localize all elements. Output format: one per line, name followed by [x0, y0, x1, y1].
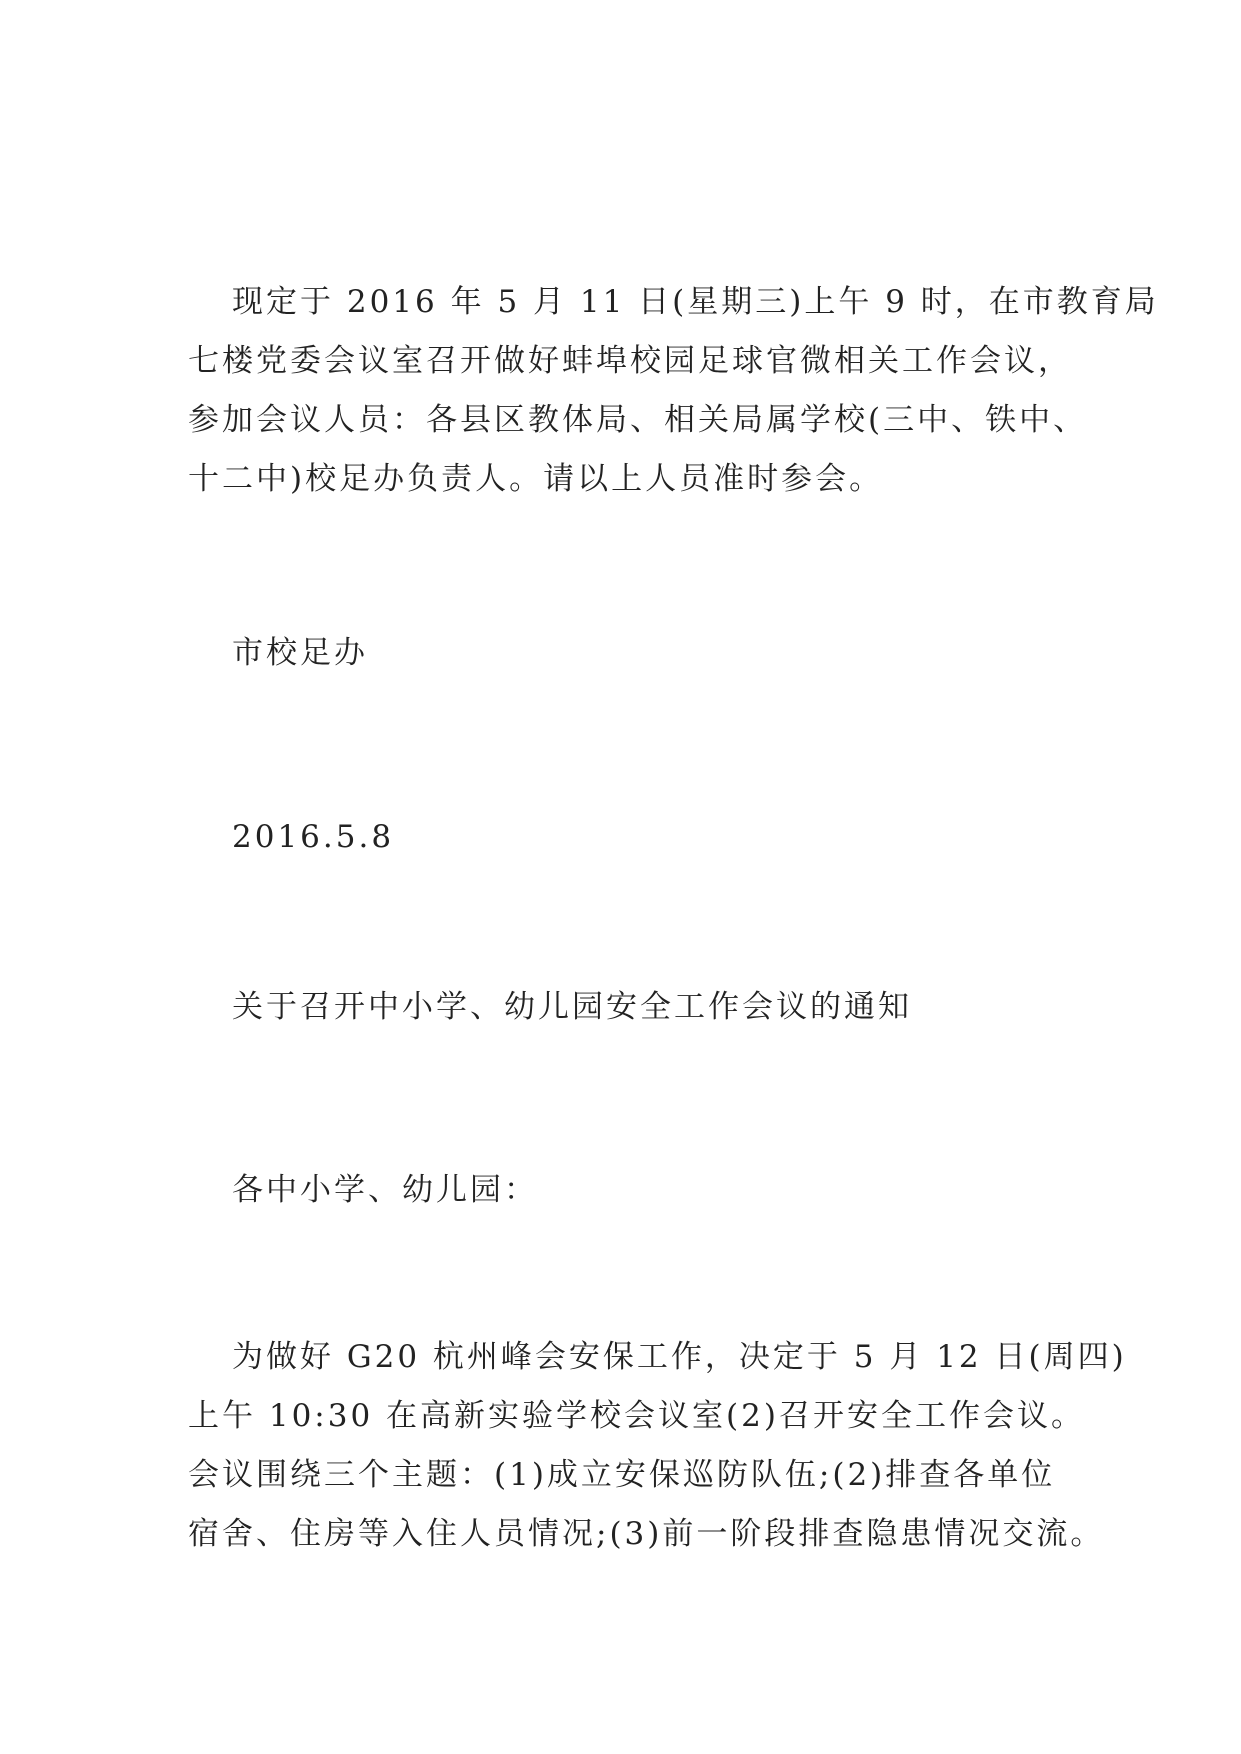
text-line: 为做好 G20 杭州峰会安保工作，决定于 5 月 12 日(周四) [232, 1339, 1127, 1375]
text-line: 上午 10:30 在高新实验学校会议室(2)召开安全工作会议。 [188, 1398, 1085, 1434]
text-line: 各中小学、幼儿园： [232, 1172, 538, 1208]
text-line: 宿舍、住房等入住人员情况;(3)前一阶段排查隐患情况交流。 [188, 1516, 1105, 1552]
text-line: 十二中)校足办负责人。请以上人员准时参会。 [188, 461, 884, 497]
text-line: 2016.5.8 [232, 819, 395, 855]
text-line: 会议围绕三个主题：(1)成立安保巡防队伍;(2)排查各单位 [188, 1457, 1056, 1493]
safety-meeting-paragraph [188, 1328, 1127, 1564]
notice-title [188, 978, 1068, 1037]
text-line: 关于召开中小学、幼儿园安全工作会议的通知 [232, 989, 912, 1025]
signature-date [188, 808, 1068, 867]
signature-organization [188, 624, 1068, 683]
text-line: 市校足办 [232, 635, 368, 671]
text-line: 现定于 2016 年 5 月 11 日(星期三)上午 9 时，在市教育局 [232, 284, 1159, 320]
salutation [188, 1161, 1068, 1220]
meeting-notice-paragraph [188, 273, 1159, 509]
text-line: 参加会议人员：各县区教体局、相关局属学校(三中、铁中、 [188, 402, 1088, 438]
text-line: 七楼党委会议室召开做好蚌埠校园足球官微相关工作会议， [188, 343, 1072, 379]
